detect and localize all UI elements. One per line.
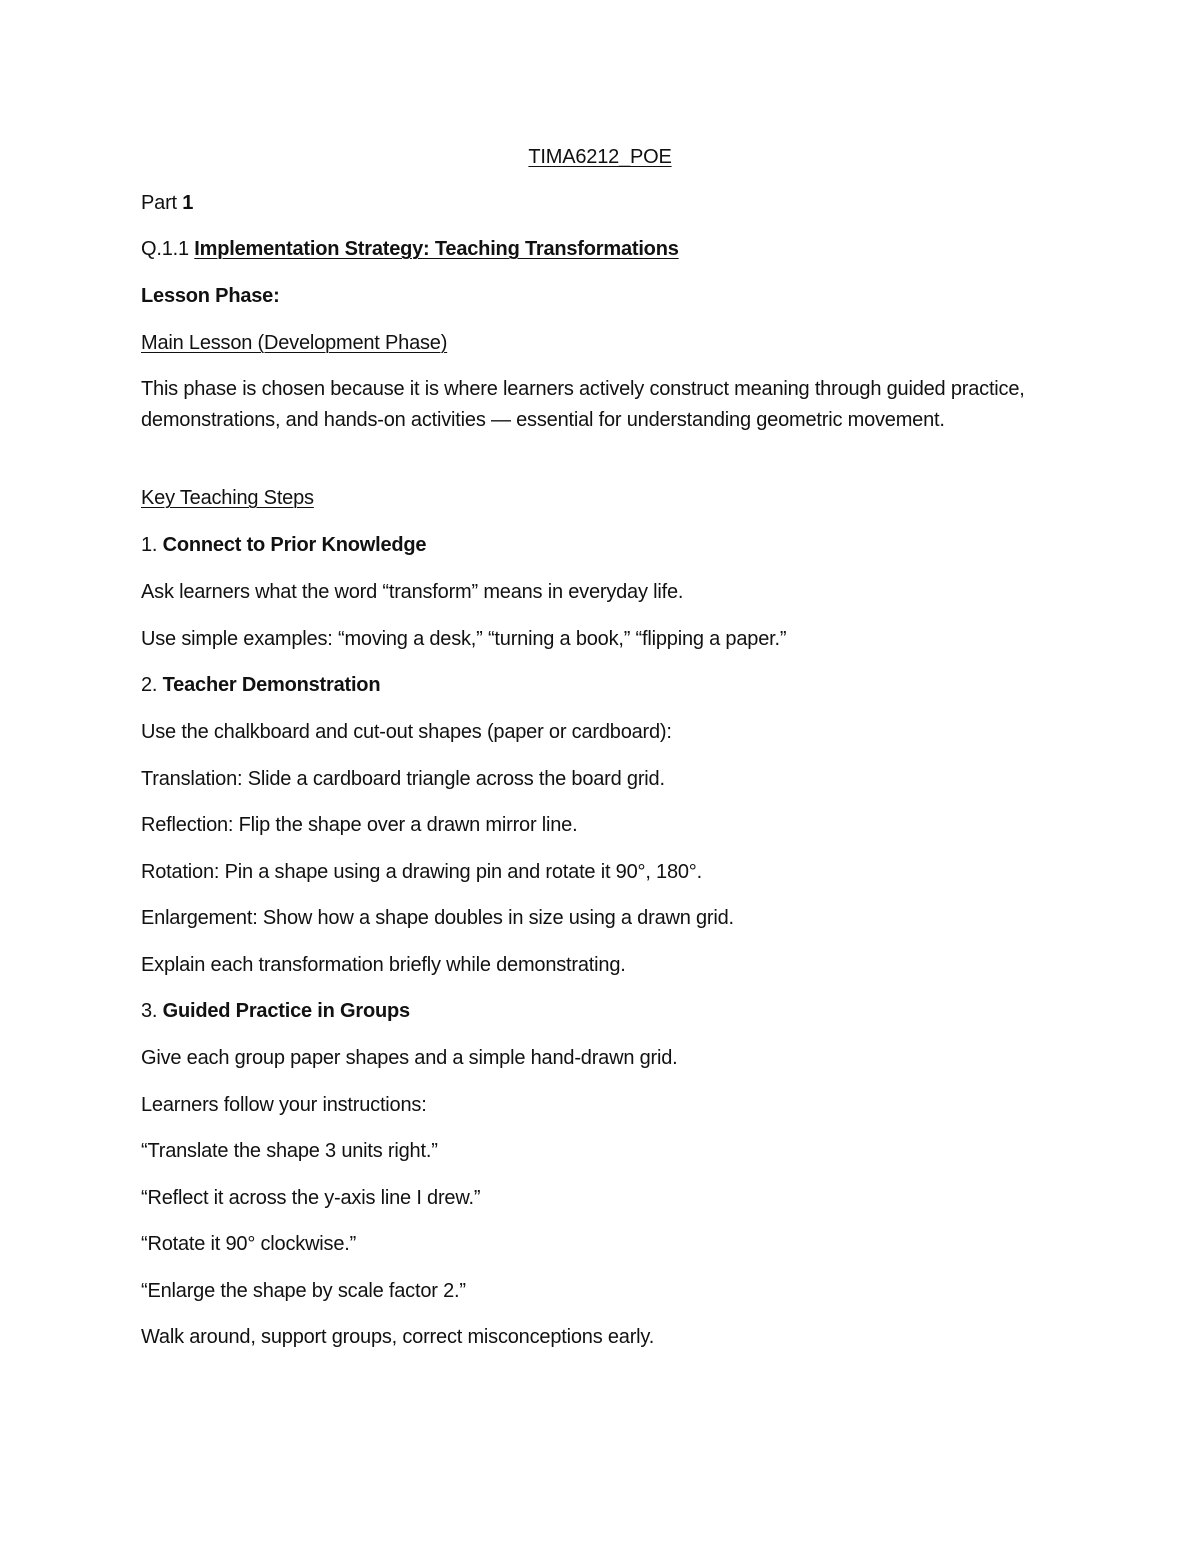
step-1-line: Use simple examples: “moving a desk,” “turning a book,” “flipping a paper.” [141, 628, 787, 650]
step-3-line: “Reflect it across the y-axis line I drew.” [141, 1187, 481, 1209]
step-2-line: Rotation: Pin a shape using a drawing pin and rotate it 90°, 180°. [141, 861, 702, 883]
step-3-line: Walk around, support groups, correct misconceptions early. [141, 1326, 655, 1348]
step-2-line: Use the chalkboard and cut-out shapes (paper or cardboard): [141, 721, 672, 743]
key-steps-heading: Key Teaching Steps [141, 487, 314, 509]
step-2-line: Explain each transformation briefly while demonstrating. [141, 954, 626, 976]
document-title: TIMA6212_POE [528, 146, 672, 168]
step-number: 1. [141, 534, 163, 556]
phase-paragraph: This phase is chosen because it is where learners actively construct meaning through guided practice, demonstrations, and hands-on activities — essential for understanding geometric movement. [141, 378, 1025, 431]
step-3-line: “Rotate it 90° clockwise.” [141, 1233, 357, 1255]
step-2-line: Reflection: Flip the shape over a drawn mirror line. [141, 814, 578, 836]
step-2-line: Translation: Slide a cardboard triangle across the board grid. [141, 768, 665, 790]
step-number: 3. [141, 1000, 163, 1022]
step-title: Teacher Demonstration [162, 674, 381, 696]
step-3-heading [141, 996, 1071, 1027]
lesson-phase-label: Lesson Phase: [141, 285, 280, 307]
step-3-line: Learners follow your instructions: [141, 1094, 427, 1116]
step-1-line: Ask learners what the word “transform” means in everyday life. [141, 581, 684, 603]
main-lesson-heading: Main Lesson (Development Phase) [141, 332, 448, 354]
step-3-line: “Translate the shape 3 units right.” [141, 1140, 438, 1162]
step-number: 2. [141, 674, 163, 696]
question-label: Q.1.1 [141, 238, 195, 260]
step-2-heading [141, 670, 1071, 701]
step-title: Connect to Prior Knowledge [162, 534, 427, 556]
step-title: Guided Practice in Groups [162, 1000, 410, 1022]
question-heading [141, 234, 1071, 265]
part-prefix: Part [141, 192, 183, 214]
part-heading [141, 188, 1071, 219]
step-3-line: Give each group paper shapes and a simple hand-drawn grid. [141, 1047, 678, 1069]
part-number: 1 [182, 192, 194, 214]
step-1-heading [141, 530, 1071, 561]
step-3-line: “Enlarge the shape by scale factor 2.” [141, 1280, 466, 1302]
question-title: Implementation Strategy: Teaching Transformations [194, 238, 679, 260]
step-2-line: Enlargement: Show how a shape doubles in size using a drawn grid. [141, 907, 734, 929]
